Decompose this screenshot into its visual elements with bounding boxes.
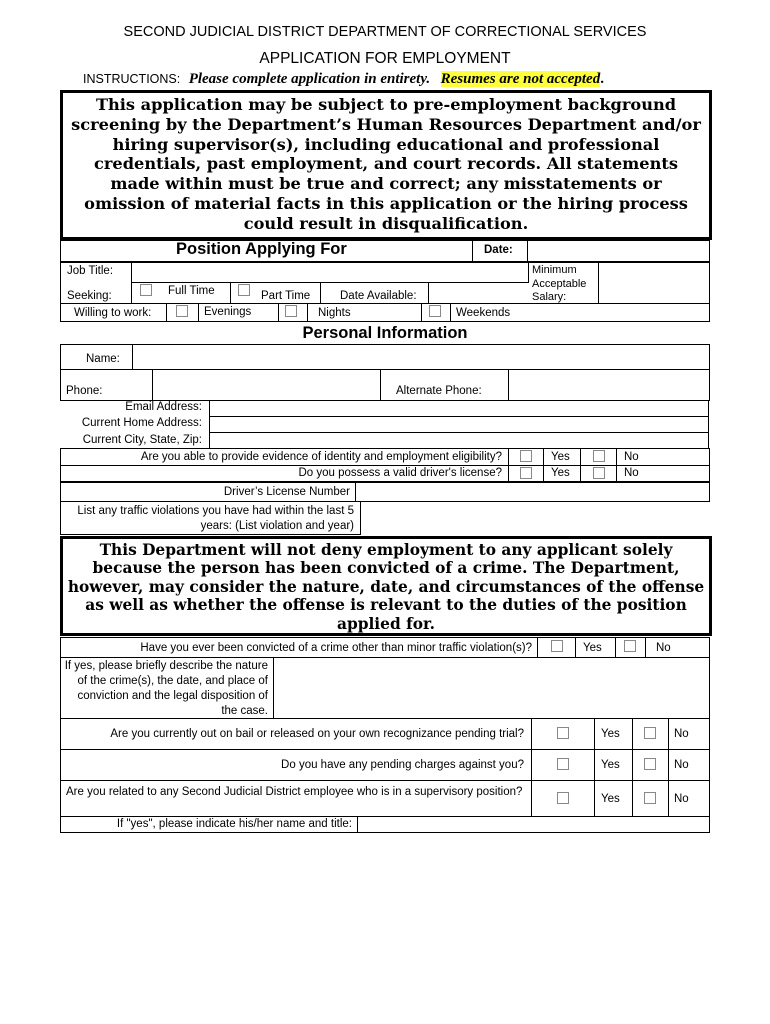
home-address-label: Current Home Address: bbox=[81, 417, 202, 429]
eligibility-question: Are you able to provide evidence of identity and employment eligibility? bbox=[140, 451, 502, 463]
traffic-label: List any traffic violations you have had within the last 5 years: (List violation and year) bbox=[77, 505, 354, 532]
email-field[interactable] bbox=[209, 400, 709, 417]
license-number-label: Driver’s License Number bbox=[223, 486, 350, 498]
bail-no-checkbox[interactable] bbox=[644, 727, 656, 739]
convicted-no-label: No bbox=[656, 642, 671, 654]
convicted-question: Have you ever been convicted of a crime other than minor traffic violation(s)? bbox=[140, 642, 532, 654]
name-label: Name: bbox=[86, 353, 120, 365]
phone-label: Phone: bbox=[66, 385, 103, 397]
weekends-checkbox[interactable] bbox=[429, 305, 441, 317]
resumes-note: Resumes are not accepted bbox=[440, 71, 601, 87]
alt-phone-field[interactable] bbox=[509, 370, 708, 400]
describe-field[interactable] bbox=[274, 658, 708, 718]
convicted-yes-checkbox[interactable] bbox=[551, 640, 563, 652]
nights-checkbox[interactable] bbox=[285, 305, 297, 317]
license-no-label: No bbox=[624, 467, 639, 479]
pending-yes-label: Yes bbox=[601, 759, 620, 771]
instructions-label: INSTRUCTIONS: bbox=[83, 72, 181, 86]
date-available-label: Date Available: bbox=[340, 290, 417, 302]
evenings-checkbox[interactable] bbox=[176, 305, 188, 317]
bail-yes-label: Yes bbox=[601, 728, 620, 740]
full-time-label: Full Time bbox=[168, 285, 215, 297]
screening-notice: This application may be subject to pre-employment background screening by the Department’s Human Resources Department and/or hiring supervisor(s), including educational and professional credentials, past employment, and court records. All statements made within must be true and correct; any misstatements or omission of material facts in this application or the hiring process could result in disqualification. bbox=[71, 95, 701, 233]
alt-phone-label: Alternate Phone: bbox=[396, 385, 482, 397]
license-question: Do you possess a valid driver's license? bbox=[298, 467, 502, 479]
bail-no-label: No bbox=[674, 728, 689, 740]
evenings-label: Evenings bbox=[204, 306, 252, 318]
part-time-checkbox[interactable] bbox=[238, 284, 250, 296]
weekends-label: Weekends bbox=[456, 307, 511, 319]
bail-question: Are you currently out on bail or released on your own recognizance pending trial? bbox=[110, 728, 524, 740]
instructions-text: Please complete application in entirety. bbox=[188, 71, 431, 87]
willing-label: Willing to work: bbox=[74, 307, 152, 319]
job-title-label: Job Title: bbox=[67, 265, 114, 277]
license-number-field[interactable] bbox=[356, 483, 708, 501]
license-no-checkbox[interactable] bbox=[593, 467, 605, 479]
related-yes-checkbox[interactable] bbox=[557, 792, 569, 804]
related-question: Are you related to any Second Judicial District employee who is in a supervisory position? bbox=[66, 786, 523, 798]
personal-heading: Personal Information bbox=[302, 324, 468, 342]
describe-label: If yes, please briefly describe the nature of the crime(s), the date, and place of conviction and the legal disposition of the case. bbox=[64, 660, 268, 717]
instructions-line bbox=[83, 70, 604, 88]
email-label: Email Address: bbox=[125, 401, 202, 413]
date-available-field[interactable] bbox=[429, 284, 527, 302]
pending-no-checkbox[interactable] bbox=[644, 758, 656, 770]
convicted-no-checkbox[interactable] bbox=[624, 640, 636, 652]
eligibility-yes-label: Yes bbox=[551, 451, 570, 463]
convicted-yes-label: Yes bbox=[583, 642, 602, 654]
related-name-label: If "yes", please indicate his/her name and title: bbox=[116, 818, 352, 830]
conviction-notice: This Department will not deny employment to any applicant solely because the person has been convicted of a crime. The Department, however, may consider the nature, date, and circumstances of the offense as well as whether the offense is relevant to the duties of the position applied for. bbox=[67, 541, 705, 633]
home-address-field[interactable] bbox=[209, 416, 709, 433]
bail-yes-checkbox[interactable] bbox=[557, 727, 569, 739]
name-field[interactable] bbox=[133, 346, 708, 368]
form-title: APPLICATION FOR EMPLOYMENT bbox=[259, 50, 511, 67]
city-state-zip-field[interactable] bbox=[209, 432, 709, 449]
license-yes-label: Yes bbox=[551, 467, 570, 479]
city-state-zip-label: Current City, State, Zip: bbox=[82, 434, 202, 446]
pending-yes-checkbox[interactable] bbox=[557, 758, 569, 770]
eligibility-no-checkbox[interactable] bbox=[593, 450, 605, 462]
related-name-field[interactable] bbox=[358, 817, 708, 832]
date-field[interactable] bbox=[528, 241, 708, 260]
seeking-label: Seeking: bbox=[67, 290, 112, 302]
min-salary-label: Minimum Acceptable Salary: bbox=[532, 264, 587, 303]
related-no-label: No bbox=[674, 793, 689, 805]
nights-label: Nights bbox=[318, 307, 351, 319]
eligibility-no-label: No bbox=[624, 451, 639, 463]
date-label: Date: bbox=[484, 244, 513, 256]
eligibility-yes-checkbox[interactable] bbox=[520, 450, 532, 462]
pending-no-label: No bbox=[674, 759, 689, 771]
related-no-checkbox[interactable] bbox=[644, 792, 656, 804]
min-salary-field[interactable] bbox=[599, 262, 709, 302]
license-yes-checkbox[interactable] bbox=[520, 467, 532, 479]
related-yes-label: Yes bbox=[601, 793, 620, 805]
part-time-label: Part Time bbox=[261, 290, 311, 302]
full-time-checkbox[interactable] bbox=[140, 284, 152, 296]
position-heading: Position Applying For bbox=[176, 240, 347, 258]
agency-title: SECOND JUDICIAL DISTRICT DEPARTMENT OF CORRECTIONAL SERVICES bbox=[123, 24, 647, 40]
phone-field[interactable] bbox=[153, 370, 379, 400]
pending-question: Do you have any pending charges against you? bbox=[281, 759, 524, 771]
job-title-field[interactable] bbox=[131, 261, 529, 283]
period: . bbox=[600, 71, 604, 87]
